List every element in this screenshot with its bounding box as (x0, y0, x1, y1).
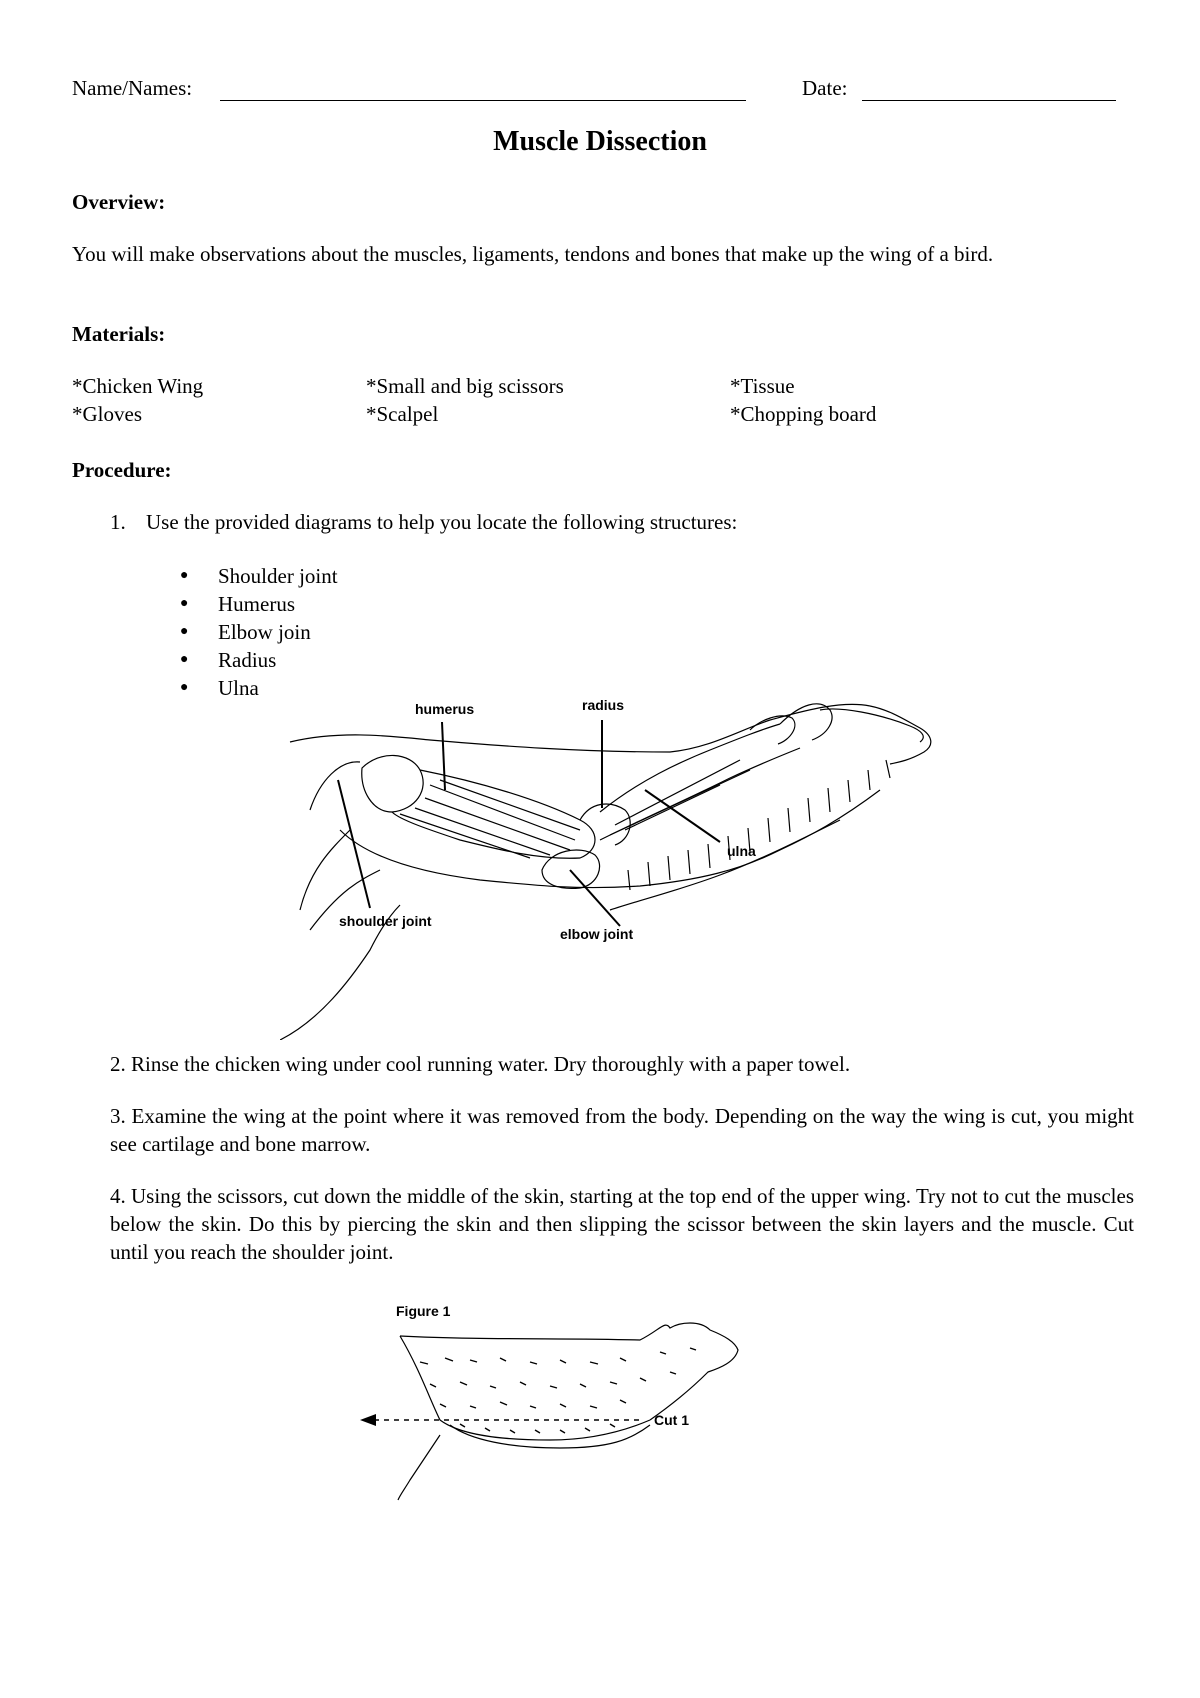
bullet-icon: ● (180, 680, 189, 695)
materials-heading: Materials: (72, 322, 166, 346)
procedure-heading: Procedure: (72, 458, 172, 482)
material-item: *Tissue (730, 374, 795, 398)
figure1-diagram (360, 1300, 780, 1510)
material-item: *Gloves (72, 402, 142, 426)
figure1-cut-label: Cut 1 (654, 1412, 689, 1428)
step4-text: 4. Using the scissors, cut down the middle of the skin, starting at the top end of the upper wing. Try not to cut the muscles below the skin. Do this by piercing the skin and then slipping the scissor between the skin layers and the muscle. Cut until you reach the shoulder joint. (110, 1184, 1134, 1264)
figure1-caption: Figure 1 (396, 1303, 451, 1319)
date-label: Date: (802, 76, 848, 100)
overview-text: You will make observations about the muscles, ligaments, tendons and bones that make up the wing of a bird. (72, 242, 994, 266)
wing-anatomy-diagram (280, 690, 940, 1040)
step3-text: 3. Examine the wing at the point where it was removed from the body. Depending on the way the wing is cut, you might see cartilage and bone marrow. (110, 1104, 1134, 1156)
overview-heading: Overview: (72, 190, 166, 214)
label-humerus: humerus (415, 701, 475, 717)
material-item: *Chopping board (730, 402, 877, 426)
label-elbow-joint: elbow joint (560, 926, 634, 942)
cut-line (360, 1414, 644, 1426)
label-ulna: ulna (727, 843, 756, 859)
bullet-icon: ● (180, 596, 189, 611)
arrow-left-icon (360, 1414, 376, 1426)
step1-number: 1. (110, 510, 126, 534)
name-label: Name/Names: (72, 76, 193, 100)
label-shoulder-joint: shoulder joint (339, 913, 432, 929)
bullet-icon: ● (180, 568, 189, 583)
page-title: Muscle Dissection (493, 126, 707, 157)
bullet-icon: ● (180, 652, 189, 667)
step1-text: Use the provided diagrams to help you locate the following structures: (146, 510, 738, 534)
step2-text: 2. Rinse the chicken wing under cool running water. Dry thoroughly with a paper towel. (110, 1052, 851, 1076)
label-radius: radius (582, 697, 625, 713)
material-item: *Chicken Wing (72, 374, 204, 398)
wing-outline (280, 704, 931, 1040)
material-item: *Small and big scissors (366, 374, 564, 398)
bullet-icon: ● (180, 624, 189, 639)
material-item: *Scalpel (366, 402, 439, 426)
date-blank-line[interactable] (862, 100, 1116, 101)
name-blank-line[interactable] (220, 100, 746, 101)
